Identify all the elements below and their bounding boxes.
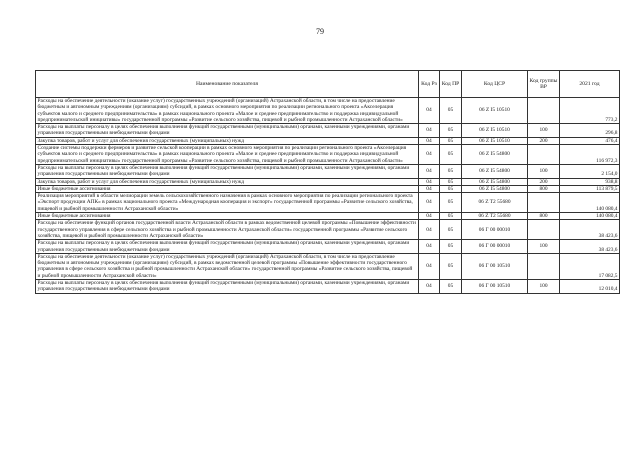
row-amount-cell: 2 154,0: [560, 164, 620, 178]
row-amount-cell: 113 879,5: [560, 185, 620, 192]
row-pr-cell: 05: [440, 137, 462, 144]
row-rz-cell: 04: [419, 193, 440, 213]
row-pr-cell: 05: [440, 124, 462, 138]
row-pr-cell: 05: [440, 98, 462, 124]
row-rz-cell: 04: [419, 240, 440, 254]
row-pr-cell: 05: [440, 240, 462, 254]
row-pr-cell: 05: [440, 193, 462, 213]
row-csr-cell: 06 Г 00 10510: [462, 253, 528, 279]
row-amount-cell: 476,4: [560, 137, 620, 144]
table-header-row: [36, 71, 620, 98]
table-row: [36, 145, 620, 165]
row-rz-cell: 04: [419, 124, 440, 138]
row-csr-cell: 06 Z I5 54800: [462, 145, 528, 165]
row-vr-cell: 100: [528, 124, 560, 138]
row-rz-cell: 04: [419, 178, 440, 185]
row-amount-cell: 38 423,6: [560, 220, 620, 240]
header-vr: Код группы ВР: [528, 71, 560, 98]
table-row: [36, 193, 620, 213]
table-row: [36, 213, 620, 220]
table-row: [36, 137, 620, 144]
row-rz-cell: 04: [419, 145, 440, 165]
row-pr-cell: 05: [440, 178, 462, 185]
row-rz-cell: 04: [419, 280, 440, 294]
row-name-cell: Реализация мероприятий в области мелиорации земель сельскохозяйственного назначения в рамках основного мероприятия по реализации регионального проекта «Экспорт продукции АПК» в рамках национального проекта «Международная кооперация и экспорт» государственной программы «Развитие сельского хозяйства, пищевой и рыбной промышленности Астраханской области»: [36, 193, 419, 213]
table-row: [36, 124, 620, 138]
row-vr-cell: 800: [528, 213, 560, 220]
row-pr-cell: 05: [440, 145, 462, 165]
row-rz-cell: 04: [419, 164, 440, 178]
budget-table: [35, 70, 620, 294]
row-vr-cell: [528, 145, 560, 165]
row-csr-cell: 06 Г 00 00010: [462, 220, 528, 240]
table-row: [36, 253, 620, 279]
row-amount-cell: 116 972,3: [560, 145, 620, 165]
table-row: [36, 185, 620, 192]
row-pr-cell: 05: [440, 253, 462, 279]
header-rz: Код Рз: [419, 71, 440, 98]
row-name-cell: Расходы на обеспечение деятельности (оказание услуг) государственных учреждений (организаций) Астраханской области, в том числе на предоставление бюджетным и автономным учреждениям (организациям) субсидий, в рамках ведомственной целевой программы «Повышение эффективности государственного управления в сфере сельского хозяйства и рыбной промышленности Астраханской области» государственной программы «Развитие сельского хозяйства, пищевой и рыбной промышленности Астраханской области»: [36, 253, 419, 279]
row-name-cell: Закупка товаров, работ и услуг для обеспечения государственных (муниципальных) нужд: [36, 178, 419, 185]
table-row: [36, 280, 620, 294]
row-vr-cell: 100: [528, 164, 560, 178]
row-rz-cell: 04: [419, 185, 440, 192]
row-rz-cell: 04: [419, 220, 440, 240]
row-vr-cell: 800: [528, 185, 560, 192]
row-pr-cell: 05: [440, 185, 462, 192]
row-name-cell: Закупка товаров, работ и услуг для обеспечения государственных (муниципальных) нужд: [36, 137, 419, 144]
header-name: Наименование показателя: [36, 71, 419, 98]
row-csr-cell: 06 Z I5 54800: [462, 178, 528, 185]
table-row: [36, 98, 620, 124]
row-amount-cell: 140 080,4: [560, 213, 620, 220]
row-rz-cell: 04: [419, 213, 440, 220]
row-rz-cell: 04: [419, 253, 440, 279]
row-vr-cell: 100: [528, 280, 560, 294]
table-row: [36, 178, 620, 185]
table-row: [36, 220, 620, 240]
header-pr: Код ПР: [440, 71, 462, 98]
table-body: [36, 98, 620, 294]
row-amount-cell: 938,8: [560, 178, 620, 185]
row-csr-cell: 06 Z I5 54800: [462, 164, 528, 178]
row-amount-cell: 38 423,6: [560, 240, 620, 254]
table-row: [36, 164, 620, 178]
row-csr-cell: 06 Z I5 10510: [462, 124, 528, 138]
row-name-cell: Расходы на выплаты персоналу в целях обеспечения выполнения функций государственными (муниципальными) органами, казенными учреждениями, органами управления государственными внебюджетными фондами: [36, 164, 419, 178]
row-amount-cell: 12 010,4: [560, 280, 620, 294]
row-name-cell: Расходы на выплаты персоналу в целях обеспечения выполнения функций государственными (муниципальными) органами, казенными учреждениями, органами управления государственными внебюджетными фондами: [36, 280, 419, 294]
row-name-cell: Создание системы поддержки фермеров и развитие сельской кооперации в рамках основного мероприятия по реализации регионального проекта «Акселерация субъектов малого и среднего предпринимательства» в рамках национального проекта «Малое и среднее предпринимательство и поддержка индивидуальной предпринимательской инициативы» государственной программы «Развитие сельского хозяйства, пищевой и рыбной промышленности Астраханской области»: [36, 145, 419, 165]
row-rz-cell: 04: [419, 98, 440, 124]
row-pr-cell: 05: [440, 213, 462, 220]
row-amount-cell: 773,2: [560, 98, 620, 124]
row-rz-cell: 04: [419, 137, 440, 144]
row-name-cell: Расходы на выплаты персоналу в целях обеспечения выполнения функций государственными (муниципальными) органами, казенными учреждениями, органами управления государственными внебюджетными фондами: [36, 124, 419, 138]
row-csr-cell: 06 Г 00 00010: [462, 240, 528, 254]
row-pr-cell: 05: [440, 280, 462, 294]
row-vr-cell: 100: [528, 240, 560, 254]
header-year: 2021 год: [560, 71, 620, 98]
row-pr-cell: 05: [440, 220, 462, 240]
row-vr-cell: [528, 193, 560, 213]
row-vr-cell: 200: [528, 178, 560, 185]
row-pr-cell: 05: [440, 164, 462, 178]
row-name-cell: Иные бюджетные ассигнования: [36, 185, 419, 192]
row-vr-cell: 200: [528, 137, 560, 144]
row-csr-cell: 06 Z T2 55680: [462, 213, 528, 220]
page-number: 79: [316, 27, 324, 36]
row-name-cell: Расходы на выплаты персоналу в целях обеспечения выполнения функций государственными (муниципальными) органами, казенными учреждениями, органами управления государственными внебюджетными фондами: [36, 240, 419, 254]
row-name-cell: Расходы на обеспечение функций органов государственной власти Астраханской области в рамках ведомственной целевой программы «Повышение эффективности государственного управления в сфере сельского хозяйства и рыбной промышленности Астраханской области» государственной программы «Развитие сельского хозяйства, пищевой и рыбной промышленности Астраханской области»: [36, 220, 419, 240]
row-amount-cell: 140 080,4: [560, 193, 620, 213]
row-vr-cell: [528, 220, 560, 240]
header-csr: Код ЦСР: [462, 71, 528, 98]
row-vr-cell: [528, 98, 560, 124]
row-csr-cell: 06 Z T2 55680: [462, 193, 528, 213]
row-amount-cell: 296,8: [560, 124, 620, 138]
table-row: [36, 240, 620, 254]
row-name-cell: Иные бюджетные ассигнования: [36, 213, 419, 220]
row-csr-cell: 06 Z I5 10510: [462, 98, 528, 124]
row-csr-cell: 06 Z I5 54800: [462, 185, 528, 192]
row-vr-cell: [528, 253, 560, 279]
row-csr-cell: 06 Г 00 10510: [462, 280, 528, 294]
row-csr-cell: 06 Z I5 10510: [462, 137, 528, 144]
row-amount-cell: 17 082,5: [560, 253, 620, 279]
row-name-cell: Расходы на обеспечение деятельности (оказание услуг) государственных учреждений (организаций) Астраханской области, в том числе на предоставление бюджетным и автономным учреждениям (организациям) субсидий, в рамках основного мероприятия по реализации регионального проекта «Акселерация субъектов малого и среднего предпринимательства» в рамках национального проекта «Малое и среднее предпринимательство и поддержка индивидуальной предпринимательской инициативы» государственной программы «Развитие сельского хозяйства, пищевой и рыбной промышленности Астраханской области»: [36, 98, 419, 124]
